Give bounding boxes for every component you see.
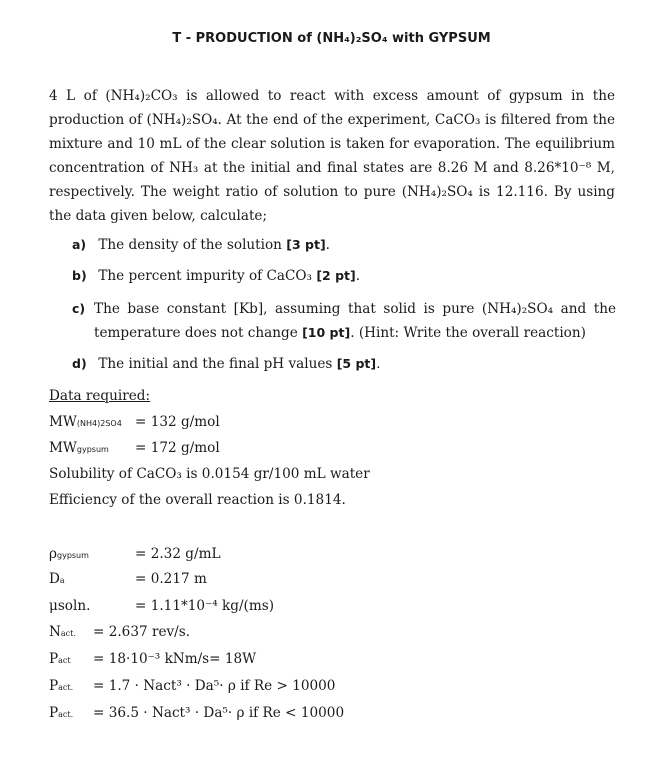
pact-label: P <box>49 705 59 721</box>
mu-label: μsoln. <box>49 598 91 614</box>
question-tail: . <box>355 268 361 284</box>
mw-subscript: gypsum <box>76 445 109 454</box>
question-text: The initial and the final pH values <box>98 356 337 372</box>
mw-ammonium-sulfate <box>49 414 220 430</box>
n-act <box>49 624 191 640</box>
da-label: D <box>49 571 60 587</box>
rho-label: ρ <box>49 546 57 562</box>
pact-label: P <box>49 651 59 667</box>
question-label: c) <box>72 301 86 316</box>
pact-value: = 36.5 · Nact³ · Da⁵· ρ if Re < 10000 <box>93 705 345 721</box>
nact-subscript: act. <box>60 629 76 638</box>
pact-subscript: act. <box>58 710 74 719</box>
question-points: [2 pt] <box>316 268 356 283</box>
question-c <box>72 297 616 345</box>
problem-paragraph <box>49 84 615 228</box>
question-points: [5 pt] <box>336 356 377 371</box>
p-act-3 <box>49 705 345 721</box>
pact-subscript: act <box>58 656 71 665</box>
mw-gypsum <box>49 440 220 456</box>
pact-subscript: act. <box>58 683 74 692</box>
question-text: The percent impurity of CaCO₃ <box>98 268 317 284</box>
mw-label: MW <box>49 440 77 456</box>
da-value: = 0.217 m <box>135 571 207 587</box>
impeller-diameter <box>49 571 207 587</box>
rho-value: = 2.32 g/mL <box>135 546 221 562</box>
pact-label: P <box>49 678 59 694</box>
data-heading: Data required: <box>49 388 151 404</box>
question-text: The base constant [Kb], assuming that solid is pure (NH₄)₂SO₄ and the temperature does not change <box>94 301 616 341</box>
mw-value: = 132 g/mol <box>135 414 220 430</box>
rho-subscript: gypsum <box>57 551 89 560</box>
page-title: T - PRODUCTION of (NH₄)₂SO₄ with GYPSUM <box>172 31 491 46</box>
nact-label: N <box>49 624 61 640</box>
problem-text: 4 L of (NH₄)₂CO₃ is allowed to react with excess amount of gypsum in the production of (NH₄)₂SO₄. At the end of the experiment, CaCO₃ is filtered from the mixture and 10 mL of the clear solution is taken for evaporation. The equilibrium concentration of NH₃ at the initial and final states are 8.26 M and 8.26*10⁻⁸ M, respectively. The weight ratio of solution to pure (NH₄)₂SO₄ is 12.116. By using the data given below, calculate; <box>49 88 615 224</box>
p-act-2 <box>49 678 336 694</box>
question-tail: . (Hint: Write the overall reaction) <box>350 325 586 341</box>
pact-value: = 18·10⁻³ kNm/s= 18W <box>93 651 257 667</box>
mw-subscript: (NH4)2SO4 <box>76 419 122 428</box>
mu-value: = 1.11*10⁻⁴ kg/(ms) <box>135 598 275 614</box>
question-label: b) <box>72 268 87 283</box>
question-label: d) <box>72 356 87 371</box>
question-tail: . <box>325 237 330 253</box>
viscosity <box>49 598 275 614</box>
mw-label: MW <box>49 414 77 430</box>
rho-gypsum <box>49 546 221 562</box>
question-a <box>72 233 616 257</box>
question-b <box>72 264 616 288</box>
question-d <box>72 352 616 376</box>
question-points: [3 pt] <box>286 237 326 252</box>
question-points: [10 pt] <box>302 325 351 340</box>
solubility-line: Solubility of CaCO₃ is 0.0154 gr/100 mL water <box>49 466 370 482</box>
efficiency-line: Efficiency of the overall reaction is 0.1814. <box>49 492 346 508</box>
pact-value: = 1.7 · Nact³ · Da⁵· ρ if Re > 10000 <box>93 678 336 694</box>
nact-value: = 2.637 rev/s. <box>93 624 191 640</box>
p-act-1 <box>49 651 257 667</box>
question-label: a) <box>72 237 87 252</box>
question-text: The density of the solution <box>98 237 287 253</box>
mw-value: = 172 g/mol <box>135 440 220 456</box>
question-tail: . <box>376 356 381 372</box>
da-subscript: a <box>59 576 65 585</box>
